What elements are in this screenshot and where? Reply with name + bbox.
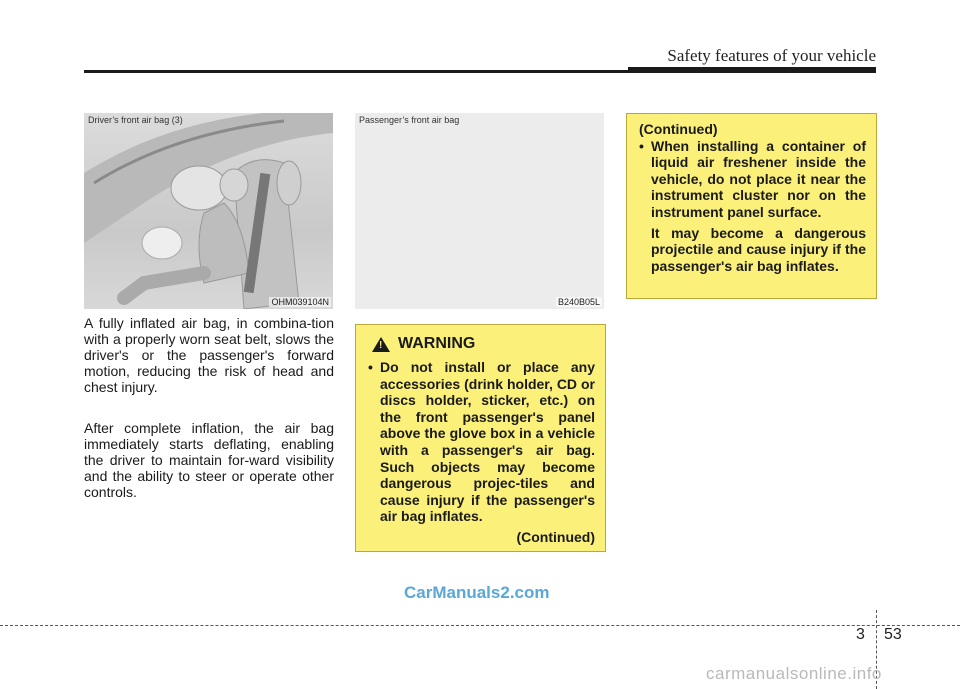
- driver-airbag-figure: [84, 113, 333, 309]
- continued-notice-box: [626, 113, 877, 299]
- bullet-icon: •: [368, 359, 373, 375]
- chapter-number: 3: [856, 626, 865, 643]
- warning-box: [355, 324, 606, 552]
- figure-code: B240B05L: [557, 297, 600, 307]
- continued-heading: (Continued): [639, 121, 718, 137]
- warning-bullet-text: Do not install or place any accessories (drink holder, CD or discs holder, sticker, etc.) on the front passenger's panel above the glove box in a vehicle with a passenger's air bag. Such objects may become dangerous projec-tiles and cause injury if the passenger's air bag inflates.: [380, 359, 595, 525]
- warning-triangle-icon: !: [372, 337, 390, 352]
- footer-rule: [0, 625, 960, 626]
- body-paragraph: A fully inflated air bag, in combina-tion with a properly worn seat belt, slows the driver's or the passenger's forward motion, reducing the risk of head and chest injury.: [84, 315, 334, 395]
- site-watermark[interactable]: carmanualsonline.info: [706, 664, 882, 683]
- warning-title: WARNING: [398, 335, 476, 352]
- section-title: Safety features of your vehicle: [667, 46, 876, 65]
- notice-bullet-text: When installing a container of liquid air freshener inside the vehicle, do not place it near the instrument cluster nor on the instrument panel surface.: [651, 137, 866, 220]
- warning-header: [368, 335, 595, 353]
- bullet-icon: •: [639, 137, 644, 154]
- page-number: 53: [884, 626, 902, 643]
- notice-sub-paragraph: It may become a dangerous projectile and cause injury if the passenger's air bag inflates.: [651, 224, 866, 274]
- header-rule-accent: [628, 67, 876, 73]
- driver-airbag-illustration: [84, 113, 333, 309]
- passenger-airbag-figure: [355, 113, 604, 309]
- watermark-logo[interactable]: CarManuals2.com: [404, 583, 550, 602]
- body-paragraph: After complete inflation, the air bag immediately starts deflating, enabling the driver to maintain for-ward visibility and the ability to steer or operate other controls.: [84, 420, 334, 500]
- notice-bullet: [639, 138, 866, 221]
- figure-caption: Passenger’s front air bag: [359, 115, 460, 125]
- warning-continued: (Continued): [516, 528, 595, 545]
- figure-code: OHM039104N: [271, 297, 329, 307]
- figure-caption: Driver’s front air bag (3): [88, 115, 183, 125]
- warning-bullet: [368, 359, 595, 525]
